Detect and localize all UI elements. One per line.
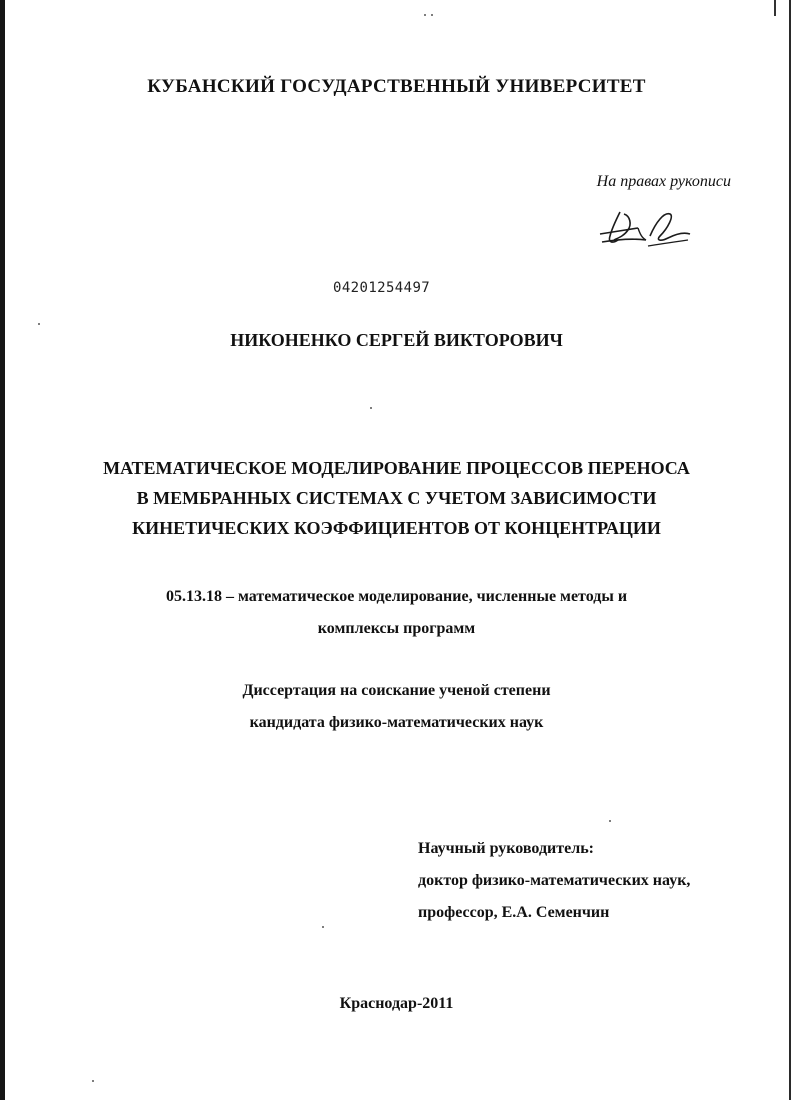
title-line: МАТЕМАТИЧЕСКОЕ МОДЕЛИРОВАНИЕ ПРОЦЕССОВ ПЕРЕНОСА [103, 458, 690, 478]
scan-speck [92, 1080, 94, 1082]
title-line: В МЕМБРАННЫХ СИСТЕМАХ С УЧЕТОМ ЗАВИСИМОСТИ [136, 488, 657, 508]
university-name: КУБАНСКИЙ ГОСУДАРСТВЕННЫЙ УНИВЕРСИТЕТ [147, 76, 646, 97]
scan-speck [609, 820, 611, 822]
scan-speck [322, 926, 324, 928]
registry-number: 04201254497 [333, 280, 431, 296]
author-name: НИКОНЕНКО СЕРГЕЙ ВИКТОРОВИЧ [230, 330, 563, 350]
scan-edge-mark [774, 0, 776, 16]
manuscript-note: На правах рукописи [596, 173, 731, 190]
degree-line: Диссертация на соискание ученой степени [242, 682, 551, 699]
supervisor-line: Научный руководитель: [418, 840, 594, 857]
specialty-line: комплексы программ [317, 620, 476, 637]
degree-line: кандидата физико-математических наук [249, 714, 544, 731]
supervisor-line: профессор, Е.А. Семенчин [418, 904, 610, 921]
place-year: Краснодар-2011 [339, 995, 454, 1012]
scan-speck [370, 407, 372, 409]
scan-right-edge [789, 0, 791, 1100]
title-line: КИНЕТИЧЕСКИХ КОЭФФИЦИЕНТОВ ОТ КОНЦЕНТРАЦИИ [132, 518, 661, 538]
scan-left-edge [0, 0, 5, 1100]
scan-speck [431, 14, 433, 16]
scan-speck [38, 323, 40, 325]
handwritten-signature-icon [590, 206, 700, 252]
specialty [0, 581, 793, 645]
supervisor-block [418, 833, 758, 929]
scan-speck [424, 14, 426, 16]
degree-statement [0, 675, 793, 739]
thesis-title [0, 453, 793, 543]
supervisor-line: доктор физико-математических наук, [418, 872, 691, 889]
specialty-line: 05.13.18 – математическое моделирование, численные методы и [165, 588, 628, 605]
